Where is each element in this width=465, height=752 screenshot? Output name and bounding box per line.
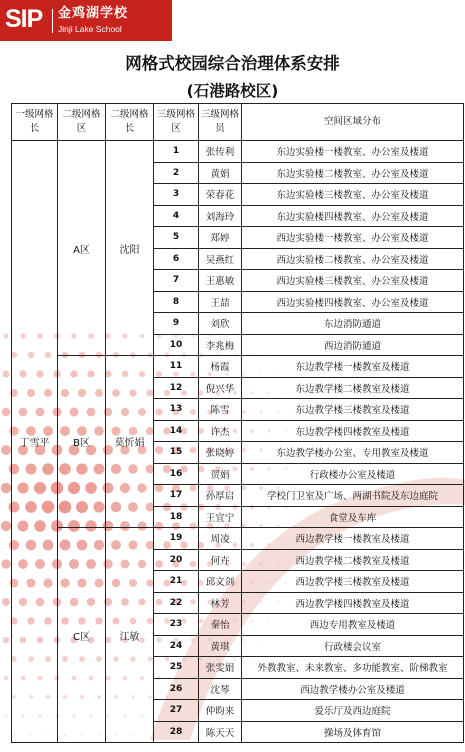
header-space-area: 空间区域分布 — [242, 104, 464, 141]
level2-zone-cell: C区 — [58, 528, 106, 743]
level3-zone-number-cell: 19 — [154, 528, 199, 550]
table-row — [12, 141, 464, 163]
level2-zone-cell: B区 — [58, 356, 106, 528]
logo-english-name: Jinji Lake School — [58, 24, 122, 34]
level3-member-cell: 刘海玲 — [199, 205, 242, 227]
halftone-dot — [4, 676, 9, 681]
level3-member-cell: 孙厚启 — [199, 485, 242, 507]
halftone-dot — [3, 333, 8, 338]
space-area-cell: 食堂及车库 — [242, 506, 464, 528]
level3-member-cell: 王喆 — [199, 291, 242, 313]
space-area-cell: 东边教学楼办公室、专用教室及楼道 — [242, 442, 464, 464]
space-area-cell: 西边教学楼办公室及楼道 — [242, 678, 464, 700]
level3-member-cell: 王惠敏 — [199, 270, 242, 292]
level3-member-cell: 王宜宁 — [199, 506, 242, 528]
level3-zone-number-cell: 22 — [154, 592, 199, 614]
level3-member-cell: 张传利 — [199, 141, 242, 163]
level3-member-cell: 贺娟 — [199, 463, 242, 485]
level3-zone-number-cell: 17 — [154, 485, 199, 507]
space-area-cell: 西边实验楼三楼教室、办公室及楼道 — [242, 270, 464, 292]
level3-zone-number-cell: 27 — [154, 700, 199, 722]
level1-leader-cell: 丁雪平 — [12, 141, 58, 743]
level3-member-cell: 邱文剑 — [199, 571, 242, 593]
level3-zone-number-cell: 23 — [154, 614, 199, 636]
level3-zone-number-cell: 14 — [154, 420, 199, 442]
level3-zone-number-cell: 8 — [154, 291, 199, 313]
level3-zone-number-cell: 26 — [154, 678, 199, 700]
level3-member-cell: 林芳 — [199, 592, 242, 614]
level2-zone-cell: A区 — [58, 141, 106, 356]
logo-chinese-name: 金鸡湖学校 — [58, 6, 129, 21]
space-area-cell: 西边实验楼二楼教室、办公室及楼道 — [242, 248, 464, 270]
level3-zone-number-cell: 16 — [154, 463, 199, 485]
logo-brand: SIP — [5, 5, 43, 33]
space-area-cell: 行政楼办公室及楼道 — [242, 463, 464, 485]
level3-member-cell: 荣春花 — [199, 184, 242, 206]
header-level3-zone: 三级网格区 — [154, 104, 199, 141]
page-subtitle: (石港路校区) — [186, 82, 279, 100]
level3-member-cell: 倪兴华 — [199, 377, 242, 399]
level3-zone-number-cell: 21 — [154, 571, 199, 593]
level2-leader-cell: 沈阳 — [106, 141, 154, 356]
level3-member-cell: 郑婷 — [199, 227, 242, 249]
space-area-cell: 东边教学楼二楼教室及楼道 — [242, 377, 464, 399]
level3-zone-number-cell: 24 — [154, 635, 199, 657]
space-area-cell: 东边教学楼三楼教室及楼道 — [242, 399, 464, 421]
level3-member-cell: 黄琪 — [199, 635, 242, 657]
level3-zone-number-cell: 28 — [154, 721, 199, 743]
level3-member-cell: 沈琴 — [199, 678, 242, 700]
level3-member-cell: 张雯娟 — [199, 657, 242, 679]
table-row — [12, 528, 464, 550]
space-area-cell: 东边消防通道 — [242, 313, 464, 335]
halftone-dot — [2, 598, 10, 606]
logo-divider — [52, 9, 53, 33]
level2-leader-cell: 莫忻娟 — [106, 356, 154, 528]
header-row — [12, 104, 464, 141]
level3-member-cell: 秦怡 — [199, 614, 242, 636]
space-area-cell: 东边实验楼一楼教室、办公室及楼道 — [242, 141, 464, 163]
grid-assignment-table — [11, 103, 464, 743]
level3-zone-number-cell: 7 — [154, 270, 199, 292]
level3-member-cell: 陈天天 — [199, 721, 242, 743]
level3-zone-number-cell: 12 — [154, 377, 199, 399]
level3-member-cell: 何卉 — [199, 549, 242, 571]
table-row — [12, 356, 464, 378]
space-area-cell: 爱乐厅及西边庭院 — [242, 700, 464, 722]
space-area-cell: 学校门卫室及广场、两湖书院及东边庭院 — [242, 485, 464, 507]
level3-zone-number-cell: 10 — [154, 334, 199, 356]
level3-member-cell: 吴燕红 — [199, 248, 242, 270]
level3-member-cell: 张晓婷 — [199, 442, 242, 464]
space-area-cell: 西边教学楼二楼教室及楼道 — [242, 549, 464, 571]
level3-zone-number-cell: 20 — [154, 549, 199, 571]
space-area-cell: 西边教学楼三楼教室及楼道 — [242, 571, 464, 593]
halftone-dot — [1, 445, 11, 455]
level3-zone-number-cell: 2 — [154, 162, 199, 184]
level3-zone-number-cell: 4 — [154, 205, 199, 227]
header-level2-leader: 二级网格长 — [106, 104, 154, 141]
level3-zone-number-cell: 6 — [154, 248, 199, 270]
level3-member-cell: 黄娟 — [199, 162, 242, 184]
level3-member-cell: 陈雪 — [199, 399, 242, 421]
header-level3-member: 三级网格员 — [199, 104, 242, 141]
page-title: 网格式校园综合治理体系安排 — [125, 54, 340, 73]
space-area-cell: 西边专用教室及楼道 — [242, 614, 464, 636]
halftone-dot — [2, 408, 10, 416]
level3-member-cell: 杨霞 — [199, 356, 242, 378]
header-level1-leader: 一级网格长 — [12, 104, 58, 141]
space-area-cell: 东边教学楼一楼教室及楼道 — [242, 356, 464, 378]
level3-zone-number-cell: 3 — [154, 184, 199, 206]
halftone-dot — [3, 637, 9, 643]
level3-zone-number-cell: 13 — [154, 399, 199, 421]
space-area-cell: 东边实验楼四楼教室、办公室及楼道 — [242, 205, 464, 227]
level3-member-cell: 周凌 — [199, 528, 242, 550]
level2-leader-cell: 江敏 — [106, 528, 154, 743]
space-area-cell: 西边实验楼四楼教室、办公室及楼道 — [242, 291, 464, 313]
level3-zone-number-cell: 5 — [154, 227, 199, 249]
space-area-cell: 西边教学楼四楼教室及楼道 — [242, 592, 464, 614]
level3-member-cell: 刘欣 — [199, 313, 242, 335]
space-area-cell: 外教教室、未来教室、多功能教室、阶梯教室 — [242, 657, 464, 679]
space-area-cell: 西边教学楼一楼教室及楼道 — [242, 528, 464, 550]
halftone-dot — [4, 714, 7, 717]
space-area-cell: 东边实验楼二楼教室、办公室及楼道 — [242, 162, 464, 184]
space-area-cell: 东边教学楼四楼教室及楼道 — [242, 420, 464, 442]
halftone-dot — [1, 521, 11, 531]
space-area-cell: 西边消防通道 — [242, 334, 464, 356]
space-area-cell: 东边实验楼三楼教室、办公室及楼道 — [242, 184, 464, 206]
halftone-dot — [1, 559, 10, 568]
level3-zone-number-cell: 18 — [154, 506, 199, 528]
level3-zone-number-cell: 25 — [154, 657, 199, 679]
level3-member-cell: 仲昀来 — [199, 700, 242, 722]
space-area-cell: 操场及体育馆 — [242, 721, 464, 743]
level3-member-cell: 李兆梅 — [199, 334, 242, 356]
level3-zone-number-cell: 9 — [154, 313, 199, 335]
level3-zone-number-cell: 11 — [154, 356, 199, 378]
level3-zone-number-cell: 15 — [154, 442, 199, 464]
level3-member-cell: 许杰 — [199, 420, 242, 442]
space-area-cell: 西边实验楼一楼教室、办公室及楼道 — [242, 227, 464, 249]
halftone-dot — [1, 483, 12, 494]
school-logo — [0, 0, 172, 41]
space-area-cell: 行政楼会议室 — [242, 635, 464, 657]
halftone-dot — [3, 371, 10, 378]
header-level2-zone: 二级网格区 — [58, 104, 106, 141]
level3-zone-number-cell: 1 — [154, 141, 199, 163]
